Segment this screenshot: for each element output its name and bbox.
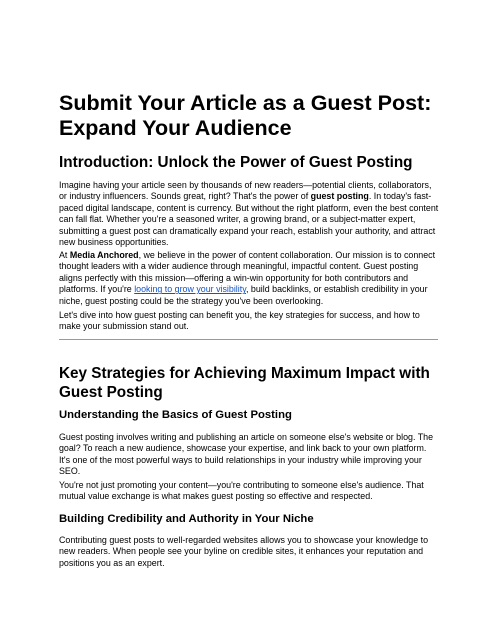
intro-paragraph-2 [59,250,439,307]
intro-p1-bold: guest posting [310,191,369,202]
brand-name: Media Anchored [69,250,139,260]
credibility-paragraph-1: Contributing guest posts to well-regarded websites allows you to showcase your knowledge to new readers. When people see your byline on credible sites, it enhances your reputation and positions you as an expert. [59,535,429,568]
intro-paragraph-3: Let's dive into how guest posting can benefit you, the key strategies for success, and how to make your submission stand out. [59,310,420,332]
intro-p2-text-end: , build backlinks, or establish credibility in your niche, guest posting could be the strategy you've been overlooking. [59,284,428,306]
intro-p2-text: At [59,250,70,260]
basics-paragraph-1: Guest posting involves writing and publishing an article on someone else's website or blog. The goal? To reach a new audience, showcase your expertise, and link back to your own platform. It's one of the most powerful ways to build relationships in your industry while improving your SEO. [59,432,434,477]
section-divider [59,339,438,340]
grow-visibility-link[interactable]: looking to grow your visibility [134,284,246,295]
intro-p2-text-mid: , we believe in the power of content collaboration. Our mission is to connect thought leaders with a wider audience through meaningful, impactful content. Guest posting aligns perfectly with this mission—offering a win-win opportunity for both contributors and platforms. If you're [59,250,436,295]
strategies-heading: Key Strategies for Achieving Maximum Impact with Guest Posting [59,365,430,401]
credibility-subheading: Building Credibility and Authority in Your Niche [59,513,314,525]
page-title: Submit Your Article as a Guest Post: Expand Your Audience [59,91,432,140]
intro-heading: Introduction: Unlock the Power of Guest Posting [59,154,413,171]
basics-paragraph-2: You're not just promoting your content—you're contributing to someone else's audience. That mutual value exchange is what makes guest posting so effective and respected. [59,480,424,502]
intro-p1-text-end: . In today's fast-paced digital landscape, content is currency. But without the right platform, even the best content can fall flat. Whether you're a seasoned writer, a growing brand, or a subject-matter expert, submitting a guest post can dramatically expand your reach, establish your authority, and attract new business opportunities. [59,191,439,248]
basics-subheading: Understanding the Basics of Guest Posting [59,409,292,421]
intro-p1-text: Imagine having your article seen by thousands of new readers—potential clients, collaborators, or industry influencers. Sounds great, right? That's the power of [59,180,432,202]
intro-paragraph-1 [59,180,439,248]
